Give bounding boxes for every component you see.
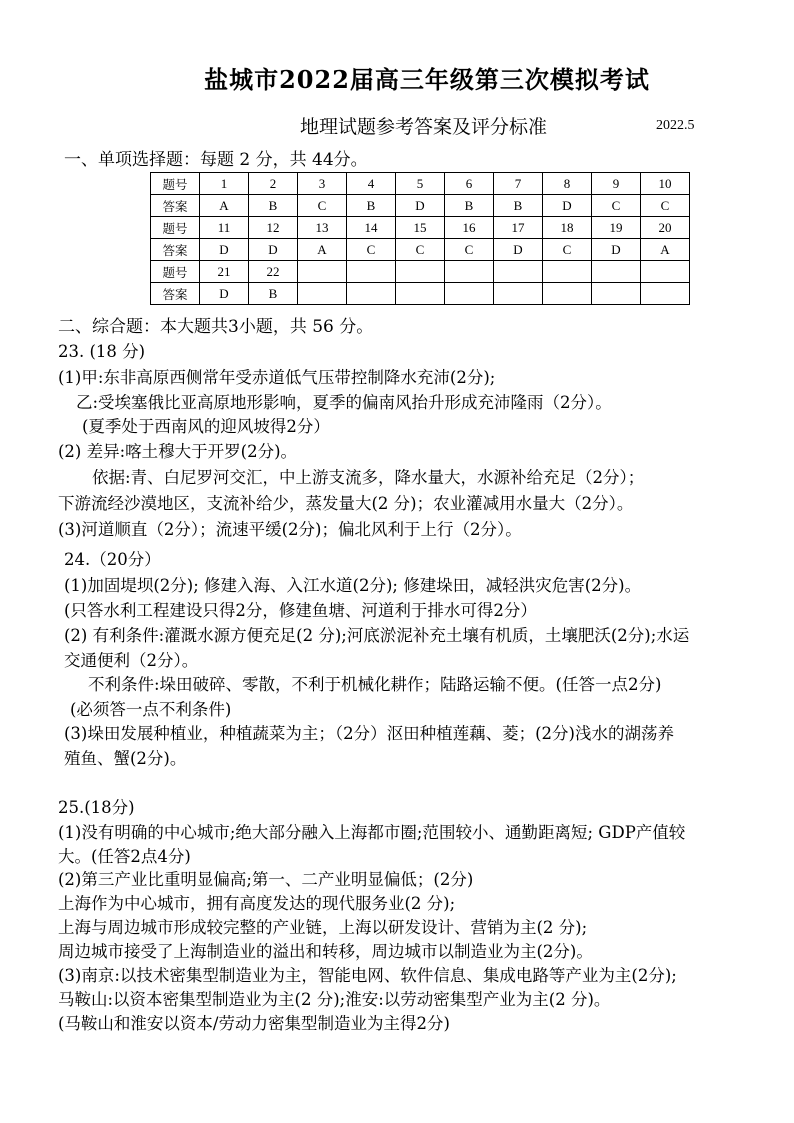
section-2-heading: 二、综合题：本大题共3小题，共 56 分。 (58, 317, 374, 337)
page-subtitle: 地理试题参考答案及评分标准 (300, 116, 548, 138)
question-number-cell: 2 (249, 173, 298, 195)
answer-cell: C (298, 195, 347, 217)
section-1-heading: 一、单项选择题：每题 2 分，共 44分。 (64, 150, 368, 170)
question-number-cell (445, 261, 494, 283)
question-number-cell: 9 (592, 173, 641, 195)
answer-table (150, 172, 690, 305)
q24-line: (2) 有利条件:灌溉水源方便充足(2 分);河底淤泥补充土壤有机质，土壤肥沃(2分);水运 (64, 626, 690, 645)
answer-cell: C (543, 239, 592, 261)
answer-cell (592, 283, 641, 305)
q24-line: (1)加固堤坝(2分); 修建入海、入江水道(2分); 修建垛田，减轻洪灾危害(2分)。 (64, 576, 642, 595)
answer-cell (641, 283, 690, 305)
q24-line: 殖鱼、蟹(2分)。 (64, 749, 187, 768)
answer-cell: C (347, 239, 396, 261)
question-number-cell: 18 (543, 217, 592, 239)
question-number-cell: 19 (592, 217, 641, 239)
q23-heading: 23. (18 分) (58, 342, 146, 361)
q25-line: 大。(任答2点4分) (58, 847, 191, 866)
answer-cell (543, 283, 592, 305)
question-number-row (151, 261, 690, 283)
question-number-cell: 12 (249, 217, 298, 239)
answer-row (151, 195, 690, 217)
question-number-cell: 21 (200, 261, 249, 283)
answer-cell (445, 283, 494, 305)
question-number-cell: 20 (641, 217, 690, 239)
answer-cell: C (592, 195, 641, 217)
answer-cell (347, 283, 396, 305)
question-number-cell: 11 (200, 217, 249, 239)
q23-line: (2) 差异:喀土穆大于开罗(2分)。 (58, 442, 298, 461)
question-number-cell (494, 261, 543, 283)
question-number-cell (347, 261, 396, 283)
q23-line: (3)河道顺直（2分）；流速平缓(2分)；偏北风利于上行（2分）。 (58, 520, 522, 539)
q24-line: (必须答一点不利条件) (70, 700, 232, 719)
answer-cell: D (396, 195, 445, 217)
question-number-cell (396, 261, 445, 283)
answer-cell: D (494, 239, 543, 261)
question-number-cell: 10 (641, 173, 690, 195)
answer-label: 答案 (151, 239, 200, 261)
question-number-cell (592, 261, 641, 283)
q24-line: 交通便利（2分）。 (64, 651, 199, 670)
answer-cell: D (200, 283, 249, 305)
q23-line: (1)甲:东非高原西侧常年受赤道低气压带控制降水充沛(2分); (58, 368, 496, 387)
answer-row (151, 283, 690, 305)
answer-label: 答案 (151, 195, 200, 217)
q23-line: 依据:青、白尼罗河交汇，中上游支流多，降水量大，水源补给充足（2分）； (92, 468, 645, 487)
question-number-cell: 4 (347, 173, 396, 195)
answer-cell: D (200, 239, 249, 261)
question-number-row (151, 173, 690, 195)
answer-cell: C (445, 239, 494, 261)
q25-line: (2)第三产业比重明显偏高;第一、二产业明显偏低；(2分) (58, 870, 474, 889)
q25-line: (3)南京:以技术密集型制造业为主，智能电网、软件信息、集成电路等产业为主(2分); (58, 966, 677, 985)
answer-cell (298, 283, 347, 305)
question-number-cell: 1 (200, 173, 249, 195)
q23-line: 下游流经沙漠地区，支流补给少，蒸发量大(2 分)；农业灌减用水量大（2分）。 (58, 494, 634, 513)
question-number-cell (641, 261, 690, 283)
question-number-cell: 6 (445, 173, 494, 195)
answer-cell (396, 283, 445, 305)
q25-line: (马鞍山和淮安以资本/劳动力密集型制造业为主得2分) (58, 1014, 450, 1033)
answer-cell: A (298, 239, 347, 261)
page-title: 盐城市2022届高三年级第三次模拟考试 (204, 65, 650, 94)
answer-cell: B (249, 195, 298, 217)
q24-line: 不利条件:垛田破碎、零散，不利于机械化耕作；陆路运输不便。(任答一点2分) (88, 675, 662, 694)
question-number-cell: 13 (298, 217, 347, 239)
exam-date: 2022.5 (656, 118, 695, 133)
answer-cell: D (592, 239, 641, 261)
answer-cell: D (249, 239, 298, 261)
question-number-cell: 5 (396, 173, 445, 195)
answer-cell: A (200, 195, 249, 217)
answer-row (151, 239, 690, 261)
answer-cell: C (396, 239, 445, 261)
question-number-label: 题号 (151, 217, 200, 239)
question-number-row (151, 217, 690, 239)
question-number-cell (543, 261, 592, 283)
answer-cell: B (494, 195, 543, 217)
question-number-cell: 8 (543, 173, 592, 195)
answer-cell (494, 283, 543, 305)
question-number-cell: 14 (347, 217, 396, 239)
question-number-label: 题号 (151, 173, 200, 195)
question-number-cell: 16 (445, 217, 494, 239)
answer-label: 答案 (151, 283, 200, 305)
question-number-cell: 3 (298, 173, 347, 195)
question-number-cell: 15 (396, 217, 445, 239)
q25-line: 上海与周边城市形成较完整的产业链，上海以研发设计、营销为主(2 分); (58, 918, 588, 937)
question-number-cell: 7 (494, 173, 543, 195)
q23-line: 乙:受埃塞俄比亚高原地形影响，夏季的偏南风抬升形成充沛隆雨（2分）。 (76, 393, 612, 412)
q25-line: 周边城市接受了上海制造业的溢出和转移，周边城市以制造业为主(2分)。 (58, 942, 593, 961)
q23-line: (夏季处于西南风的迎风坡得2分） (82, 417, 330, 436)
q24-line: (3)垛田发展种植业，种植蔬菜为主；（2分）沤田种植莲藕、菱；(2分)浅水的湖荡养 (64, 724, 674, 743)
answer-cell: B (445, 195, 494, 217)
q24-heading: 24.（20分） (64, 550, 161, 569)
answer-cell: A (641, 239, 690, 261)
q25-line: (1)没有明确的中心城市;绝大部分融入上海都市圈;范围较小、通勤距离短; GDP产值较 (58, 823, 686, 842)
answer-cell: B (249, 283, 298, 305)
answer-cell: D (543, 195, 592, 217)
q24-line: (只答水利工程建设只得2分，修建鱼塘、河道利于排水可得2分） (64, 601, 537, 620)
answer-cell: C (641, 195, 690, 217)
answer-cell: B (347, 195, 396, 217)
question-number-cell: 22 (249, 261, 298, 283)
q25-line: 马鞍山:以资本密集型制造业为主(2 分);淮安:以劳动密集型产业为主(2 分)。 (58, 990, 611, 1009)
question-number-cell (298, 261, 347, 283)
question-number-label: 题号 (151, 261, 200, 283)
q25-line: 上海作为中心城市，拥有高度发达的现代服务业(2 分); (58, 894, 456, 913)
question-number-cell: 17 (494, 217, 543, 239)
q25-heading: 25.(18分) (58, 798, 135, 817)
